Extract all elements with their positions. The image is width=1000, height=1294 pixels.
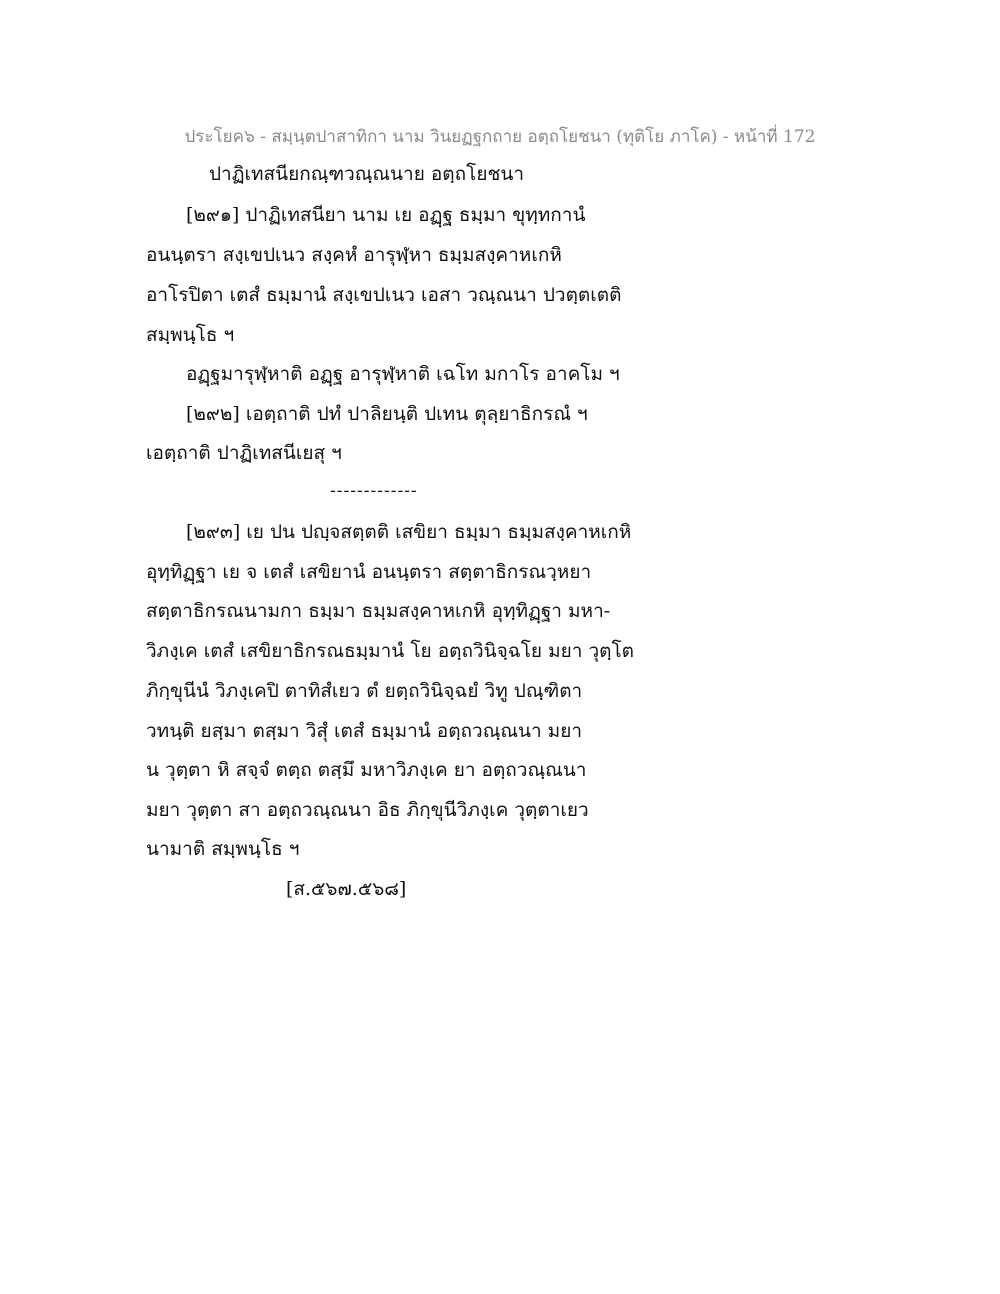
paragraph-293-line: วิภงฺเค เตสํ เสขิยาธิกรณธมฺมานํ โย อตฺถวินิจฺฉโย มยา วุตฺโต <box>146 640 634 662</box>
paragraph-293-line: วทนฺติ ยสฺมา ตสฺมา วิสุํ เตสํ ธมฺมานํ อตฺถวณฺณนา มยา <box>146 720 583 742</box>
paragraph-293-line: น วุตฺตา หิ สจฺจํ ตตฺถ ตสฺมึ มหาวิภงฺเค ยา อตฺถวณฺณนา <box>146 759 587 781</box>
paragraph-293-line: มยา วุตฺตา สา อตฺถวณฺณนา อิธ ภิกฺขุนีวิภงฺเค วุตฺตาเยว <box>146 799 589 821</box>
paragraph-293-line: [๒๙๓] เย ปน ปญฺจสตฺตติ เสขิยา ธมฺมา ธมฺมสงฺคาหเกหิ <box>186 521 632 543</box>
section-divider: ------------- <box>330 481 418 501</box>
paragraph-293-line: สตฺตาธิกรณนามกา ธมฺมา ธมฺมสงฺคาหเกหิ อุทฺทิฏฺฐา มหา- <box>146 600 611 622</box>
paragraph-292-line: เอตฺถาติ ปาฏิเทสนีเยสุ ฯ <box>146 442 342 464</box>
paragraph-293-line: อุทฺทิฏฺฐา เย จ เตสํ เสขิยานํ อนนฺตรา สตฺตาธิกรณวฺหยา <box>146 561 592 583</box>
paragraph-291-line: อาโรปิตา เตสํ ธมฺมานํ สงฺเขปเนว เอสา วณฺณนา ปวตฺตเตติ <box>146 284 622 306</box>
paragraph-293-line: นามาติ สมฺพนฺโธ ฯ <box>146 838 300 860</box>
note-line: อฏฺฐมารุฬฺหาติ อฏฺฐ อารุฬฺหาติ เฉโท มกาโร อาคโม ฯ <box>186 363 620 385</box>
section-title: ปาฏิเทสนียกณฺฑวณฺณนาย อตฺถโยชนา <box>209 163 525 185</box>
paragraph-291-line: สมฺพนฺโธ ฯ <box>146 324 235 346</box>
reference-citation: [ส.๕๖๗.๕๖๘] <box>286 878 407 900</box>
paragraph-293-line: ภิกฺขุนีนํ วิภงฺเคปิ ตาทิสํเยว ตํ ยตฺถวินิจฺฉยํ วิทู ปณฺฑิตา <box>146 680 583 702</box>
running-header: ประโยค๖ - สมฺนฺตปาสาทิกา นาม วินยฏฐกถาย อตฺถโยชนา (ทุติโย ภาโค) - หน้าที่ 172 <box>184 127 816 147</box>
paragraph-292-line: [๒๙๒] เอตฺถาติ ปทํ ปาลิยนฺติ ปเทน ตุลฺยาธิกรณํ ฯ <box>186 403 588 425</box>
paragraph-291-line: อนนฺตรา สงฺเขปเนว สงฺคหํ อารุฬฺหา ธมฺมสงฺคาหเกหิ <box>146 244 562 266</box>
paragraph-291-line: [๒๙๑] ปาฏิเทสนียา นาม เย อฏฺฐ ธมฺมา ขุทฺทกานํ <box>186 204 586 226</box>
